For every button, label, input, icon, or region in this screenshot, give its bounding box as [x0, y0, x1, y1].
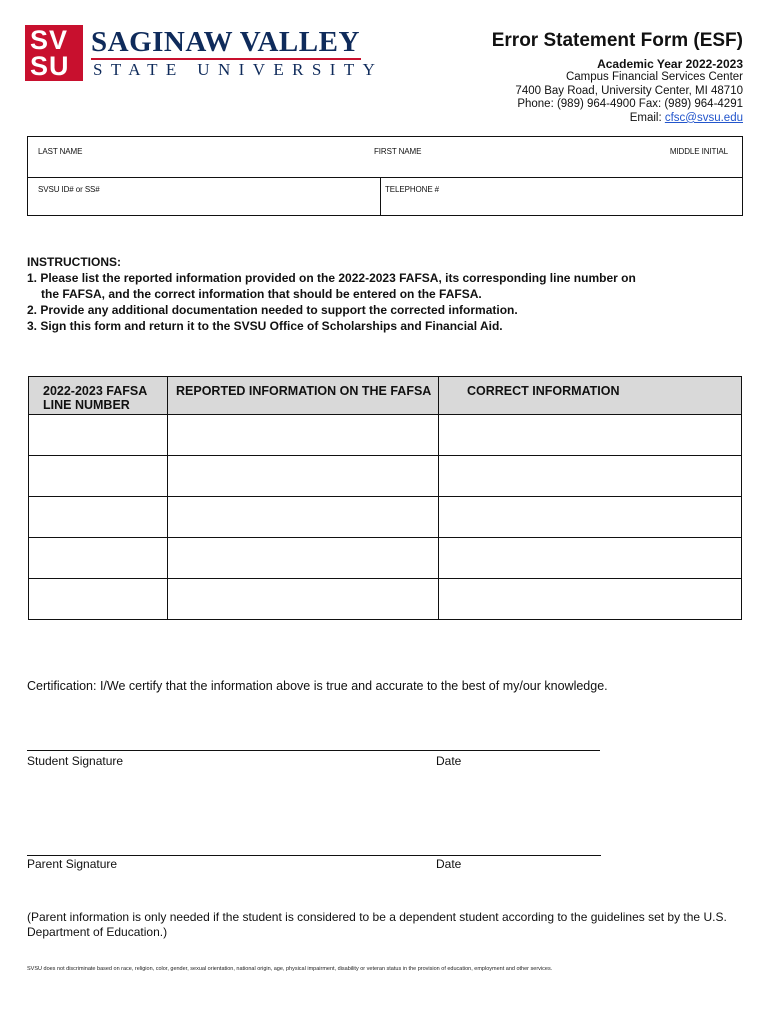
office-email: [492, 112, 743, 126]
form-header: [492, 30, 743, 125]
correct-info-cell[interactable]: [439, 456, 742, 497]
student-info-table: [27, 136, 743, 216]
parent-signature-line[interactable]: [27, 855, 601, 856]
table-row: [29, 579, 742, 620]
office-address: 7400 Bay Road, University Center, MI 48710: [515, 84, 743, 97]
col-correct-info: CORRECT INFORMATION: [439, 377, 742, 415]
parent-info-note: (Parent information is only needed if the student is considered to be a dependent student according to the guidelines set by the U.S. Department of Education.): [27, 910, 727, 939]
reported-info-cell[interactable]: [168, 538, 439, 579]
logo-name: SAGINAW VALLEY: [91, 26, 360, 58]
instruction-1a: 1. Please list the reported information provided on the 2022-2023 FAFSA, its corresponding line number on: [27, 271, 636, 285]
line-number-cell[interactable]: [29, 538, 168, 579]
reported-info-cell[interactable]: [168, 579, 439, 620]
instructions-heading: INSTRUCTIONS:: [27, 255, 121, 269]
first-name-label: FIRST NAME: [374, 147, 422, 156]
name-row[interactable]: [28, 137, 742, 178]
middle-initial-label: MIDDLE INITIAL: [669, 147, 728, 156]
telephone-label: TELEPHONE #: [385, 185, 440, 194]
fafsa-corrections-table: [28, 376, 742, 620]
correct-info-cell[interactable]: [439, 579, 742, 620]
table-row: [29, 538, 742, 579]
email-label: Email:: [629, 111, 662, 124]
logo-mark: [25, 25, 83, 81]
logo-subtitle: STATE UNIVERSITY: [93, 60, 384, 79]
line-number-cell[interactable]: [29, 579, 168, 620]
reported-info-cell[interactable]: [168, 497, 439, 538]
table-row: [29, 456, 742, 497]
instructions: [27, 254, 636, 334]
student-signature-line[interactable]: [27, 750, 600, 751]
instruction-1b: the FAFSA, and the correct information that should be entered on the FAFSA.: [41, 287, 482, 301]
id-row[interactable]: [28, 177, 742, 215]
id-label: SVSU ID# or SS#: [38, 185, 100, 194]
reported-info-cell[interactable]: [168, 415, 439, 456]
academic-year: Academic Year 2022-2023: [597, 57, 743, 71]
logo-mark-line1: SV: [30, 25, 69, 55]
col-reported-info: REPORTED INFORMATION ON THE FAFSA: [168, 377, 439, 415]
line-number-cell[interactable]: [29, 456, 168, 497]
row-divider: [380, 177, 381, 215]
certification-text: Certification: I/We certify that the information above is true and accurate to the best of my/our knowledge.: [27, 679, 608, 693]
nondiscrimination-footer: SVSU does not discriminate based on race, religion, color, gender, sexual orientation, national origin, age, physical impairment, disability or veteran status in the provision of education, employment and other services.: [27, 966, 553, 972]
col-line-number-line1: 2022-2023 FAFSA: [43, 384, 148, 398]
office-phone: Phone: (989) 964-4900 Fax: (989) 964-4291: [517, 98, 743, 111]
university-logo: [25, 25, 384, 83]
correct-info-cell[interactable]: [439, 497, 742, 538]
line-number-cell[interactable]: [29, 415, 168, 456]
instruction-2: 2. Provide any additional documentation needed to support the corrected information.: [27, 303, 518, 317]
table-row: [29, 415, 742, 456]
col-line-number: [29, 377, 168, 415]
email-link[interactable]: cfsc@svsu.edu: [664, 111, 743, 124]
student-date-label: Date: [436, 754, 462, 768]
table-row: [29, 497, 742, 538]
parent-date-label: Date: [436, 857, 462, 871]
student-signature-label: Student Signature: [27, 754, 124, 768]
logo-mark-line2: SU: [30, 51, 70, 81]
office-name: Campus Financial Services Center: [565, 71, 743, 83]
form-title: Error Statement Form (ESF): [491, 30, 743, 51]
correct-info-cell[interactable]: [439, 415, 742, 456]
table-header-row: [29, 377, 742, 415]
reported-info-cell[interactable]: [168, 456, 439, 497]
last-name-label: LAST NAME: [38, 147, 83, 156]
line-number-cell[interactable]: [29, 497, 168, 538]
correct-info-cell[interactable]: [439, 538, 742, 579]
parent-signature-label: Parent Signature: [27, 857, 118, 871]
col-line-number-line2: LINE NUMBER: [43, 398, 130, 412]
instruction-3: 3. Sign this form and return it to the SVSU Office of Scholarships and Financial Aid.: [27, 319, 503, 333]
